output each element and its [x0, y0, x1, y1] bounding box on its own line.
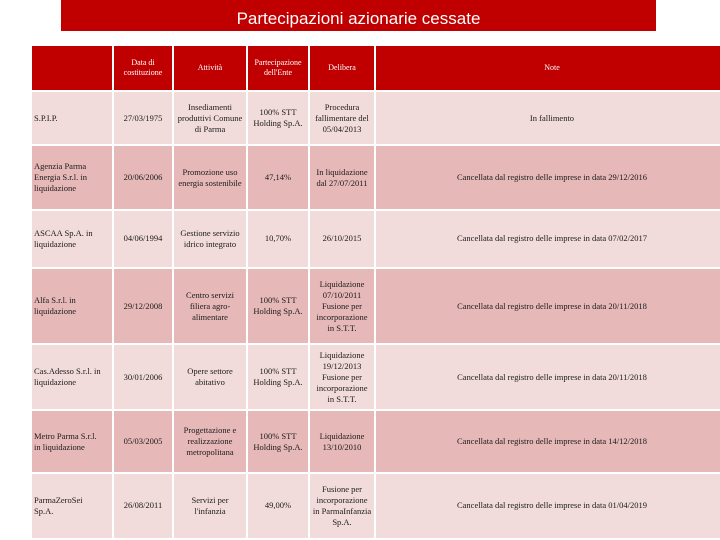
- cell-notes: Cancellata dal registro delle imprese in data 20/11/2018: [376, 269, 720, 343]
- cell-resolution: Procedura fallimentare del 05/04/2013: [310, 92, 374, 144]
- cell-company: ParmaZeroSei Sp.A.: [32, 474, 112, 538]
- cell-activity: Gestione servizio idrico integrato: [174, 211, 246, 267]
- cell-company: Metro Parma S.r.l. in liquidazione: [32, 411, 112, 471]
- cell-date: 05/03/2005: [114, 411, 172, 471]
- cell-activity: Insediamenti produttivi Comune di Parma: [174, 92, 246, 144]
- cell-activity: Promozione uso energia sostenibile: [174, 146, 246, 208]
- cell-activity: Opere settore abitativo: [174, 345, 246, 409]
- table-row: [32, 345, 720, 409]
- table-row: [32, 269, 720, 343]
- cell-resolution: 26/10/2015: [310, 211, 374, 267]
- cell-activity: Servizi per l'infanzia: [174, 474, 246, 538]
- cell-notes: In fallimento: [376, 92, 720, 144]
- cell-resolution: In liquidazione dal 27/07/2011: [310, 146, 374, 208]
- cell-resolution: Liquidazione 19/12/2013 Fusione per incorporazione in S.T.T.: [310, 345, 374, 409]
- table-header-row: [32, 46, 720, 90]
- cell-company: S.P.I.P.: [32, 92, 112, 144]
- cell-date: 04/06/1994: [114, 211, 172, 267]
- cell-date: 30/01/2006: [114, 345, 172, 409]
- cell-share: 10,70%: [248, 211, 308, 267]
- cell-company: Cas.Adesso S.r.l. in liquidazione: [32, 345, 112, 409]
- cell-date: 29/12/2008: [114, 269, 172, 343]
- cell-notes: Cancellata dal registro delle imprese in data 01/04/2019: [376, 474, 720, 538]
- cell-share: 100% STT Holding Sp.A.: [248, 92, 308, 144]
- header-company: [32, 46, 112, 90]
- cell-share: 100% STT Holding Sp.A.: [248, 345, 308, 409]
- header-resolution: Delibera: [310, 46, 374, 90]
- cell-activity: Centro servizi filiera agro- alimentare: [174, 269, 246, 343]
- cell-share: 100% STT Holding Sp.A.: [248, 269, 308, 343]
- cell-resolution: Fusione per incorporazione in ParmaInfanzia Sp.A.: [310, 474, 374, 538]
- page-title: Partecipazioni azionarie cessate: [61, 0, 656, 31]
- header-share: Partecipazione dell'Ente: [248, 46, 308, 90]
- cell-share: 47,14%: [248, 146, 308, 208]
- table-row: [32, 211, 720, 267]
- cell-resolution: Liquidazione 13/10/2010: [310, 411, 374, 471]
- ceased-shareholdings-table: [30, 44, 720, 540]
- cell-company: Alfa S.r.l. in liquidazione: [32, 269, 112, 343]
- cell-company: Agenzia Parma Energia S.r.l. in liquidazione: [32, 146, 112, 208]
- cell-date: 20/06/2006: [114, 146, 172, 208]
- table-row: [32, 92, 720, 144]
- table-row: [32, 411, 720, 471]
- cell-notes: Cancellata dal registro delle imprese in data 07/02/2017: [376, 211, 720, 267]
- cell-notes: Cancellata dal registro delle imprese in data 29/12/2016: [376, 146, 720, 208]
- header-notes: Note: [376, 46, 720, 90]
- header-activity: Attività: [174, 46, 246, 90]
- cell-notes: Cancellata dal registro delle imprese in data 14/12/2018: [376, 411, 720, 471]
- table-row: [32, 474, 720, 538]
- cell-notes: Cancellata dal registro delle imprese in data 20/11/2018: [376, 345, 720, 409]
- cell-share: 49,00%: [248, 474, 308, 538]
- cell-company: ASCAA Sp.A. in liquidazione: [32, 211, 112, 267]
- table-row: [32, 146, 720, 208]
- header-date: Data di costituzione: [114, 46, 172, 90]
- cell-resolution: Liquidazione 07/10/2011 Fusione per incorporazione in S.T.T.: [310, 269, 374, 343]
- cell-share: 100% STT Holding Sp.A.: [248, 411, 308, 471]
- cell-activity: Progettazione e realizzazione metropolitana: [174, 411, 246, 471]
- cell-date: 26/08/2011: [114, 474, 172, 538]
- cell-date: 27/03/1975: [114, 92, 172, 144]
